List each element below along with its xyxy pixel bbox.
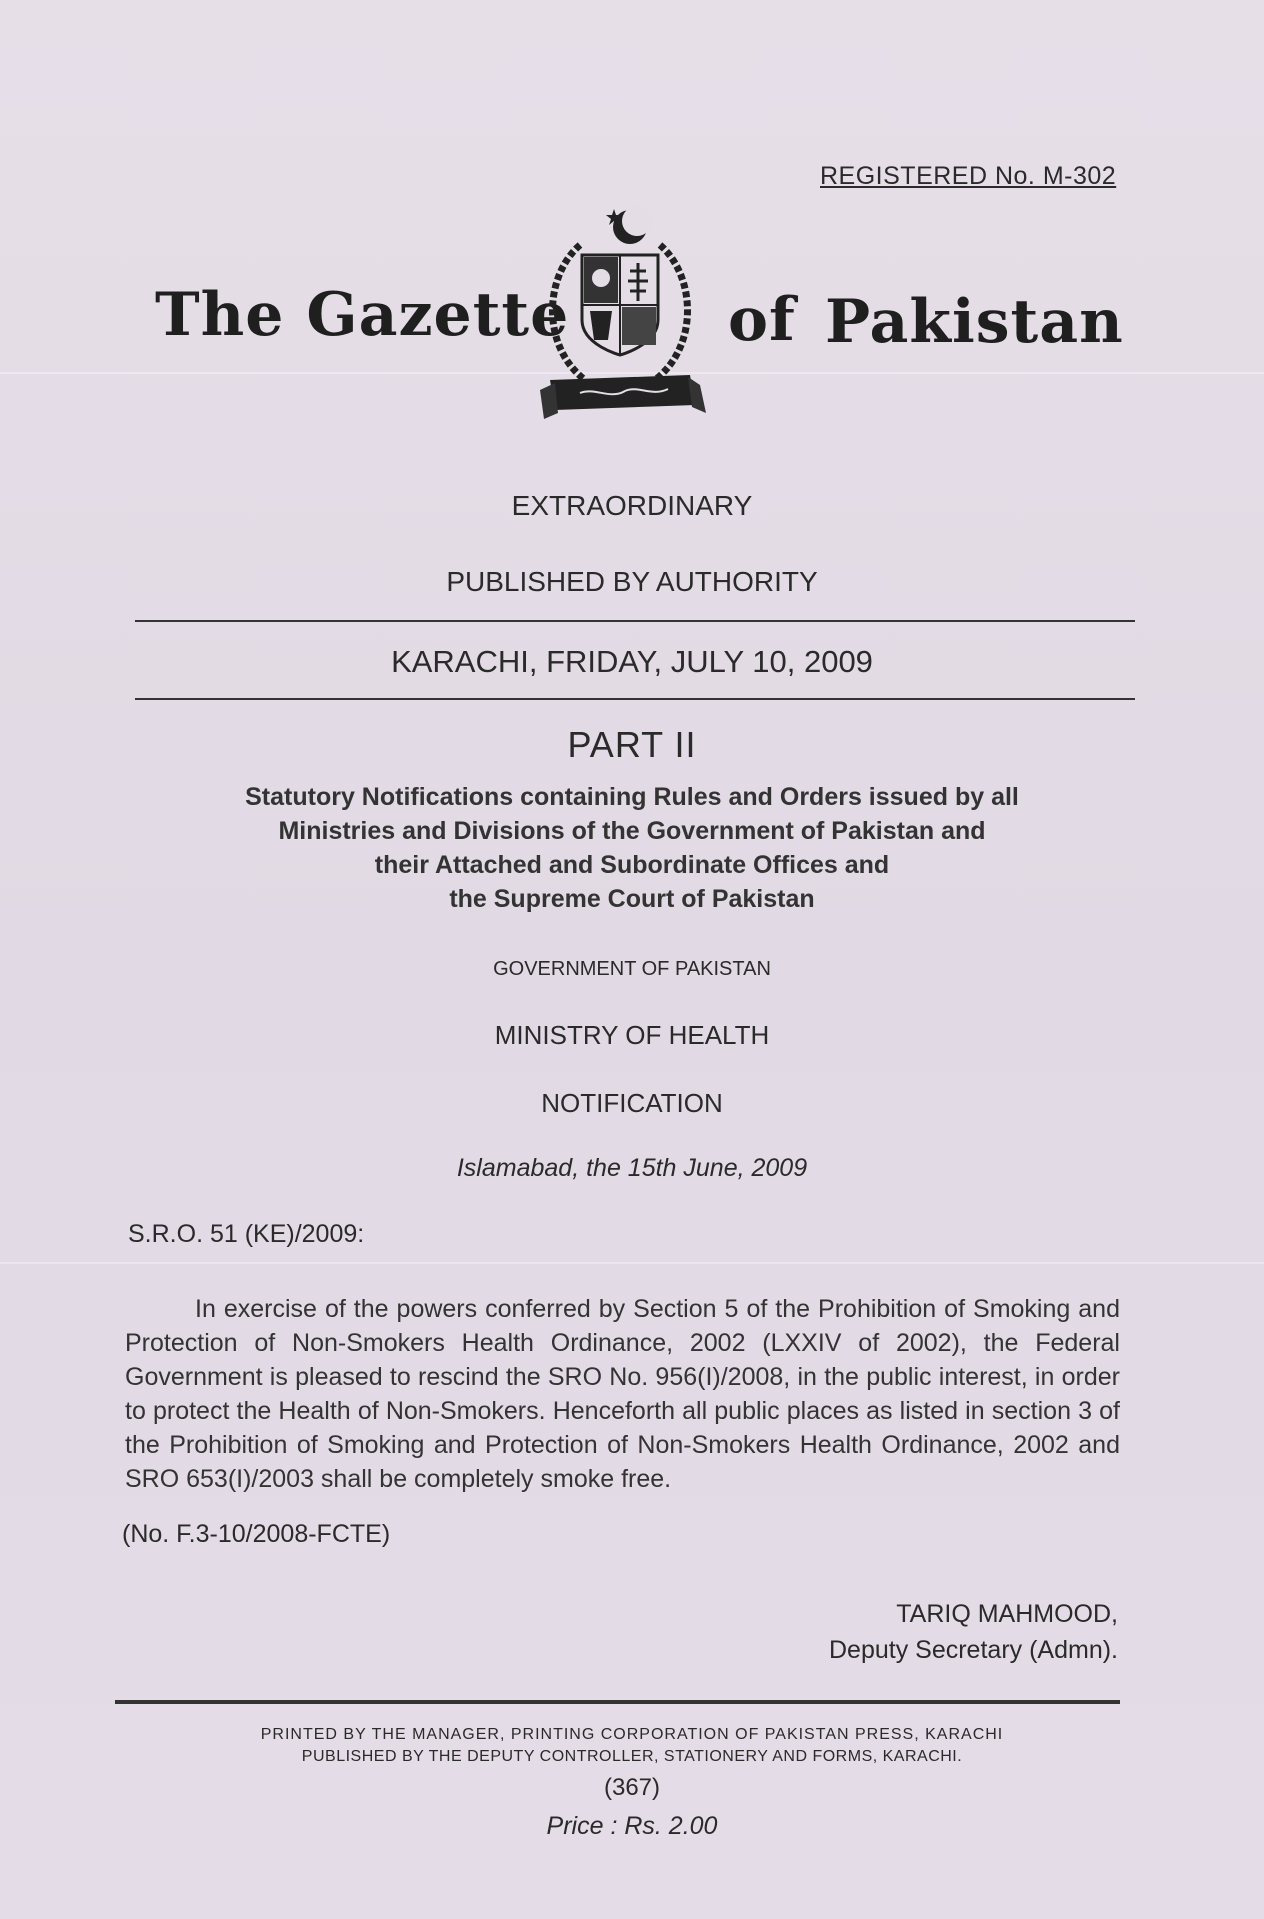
divider (135, 620, 1135, 622)
notification-heading: NOTIFICATION (541, 1088, 723, 1118)
description-line: their Attached and Subordinate Offices and (374, 851, 890, 879)
footer-divider (115, 1700, 1120, 1704)
printed-by: PRINTED BY THE MANAGER, PRINTING CORPORATION OF PAKISTAN PRESS, KARACHI (260, 1726, 1004, 1743)
gazette-title-of: of (728, 285, 796, 355)
government-label: GOVERNMENT OF PAKISTAN (493, 958, 771, 980)
registered-number: REGISTERED No. M-302 (820, 162, 1117, 190)
state-emblem-icon (520, 205, 720, 445)
body-text: In exercise of the powers conferred by Section 5 of the Prohibition of Smoking and Protection of Non-Smokers Health Ordinance, 2002 (LXXIV of 2002), the Federal Government is pleased to rescind the SRO No. 956(I)/2008, in the public interest, in order to protect the Health of Non-Smokers. Henceforth all public places as listed in section 3 of the Prohibition of Smoking and Protection of Non-Smokers Health Ordinance, 2002 and SRO 653(I)/2003 shall be completely smoke free. (125, 1295, 1120, 1493)
price: Price : Rs. 2.00 (546, 1812, 718, 1840)
published-by-authority: PUBLISHED BY AUTHORITY (446, 566, 818, 597)
signatory-title: Deputy Secretary (Admn). (829, 1636, 1118, 1664)
masthead (0, 205, 1264, 445)
published-by: PUBLISHED BY THE DEPUTY CONTROLLER, STATIONERY AND FORMS, KARACHI. (301, 1748, 963, 1765)
divider (135, 698, 1135, 700)
place-date: Islamabad, the 15th June, 2009 (456, 1154, 808, 1182)
part-description (0, 780, 1264, 916)
signatory-name: TARIQ MAHMOOD, (896, 1600, 1118, 1628)
part-heading: PART II (567, 724, 697, 765)
ministry-heading: MINISTRY OF HEALTH (494, 1020, 770, 1050)
description-line: Ministries and Divisions of the Government of Pakistan and (278, 817, 986, 845)
gazette-title-left: The Gazette (155, 280, 570, 350)
extraordinary-heading: EXTRAORDINARY (511, 490, 753, 521)
notification-body (125, 1292, 1120, 1496)
description-line: Statutory Notifications containing Rules and Orders issued by all (245, 783, 1019, 811)
paper-fold (0, 1262, 1264, 1264)
file-number: (No. F.3-10/2008-FCTE) (122, 1520, 391, 1548)
gazette-title-right: Pakistan (825, 287, 1124, 357)
description-line: the Supreme Court of Pakistan (449, 885, 815, 913)
page-number: (367) (603, 1774, 661, 1801)
sro-number: S.R.O. 51 (KE)/2009: (128, 1220, 365, 1248)
dateline: KARACHI, FRIDAY, JULY 10, 2009 (391, 644, 873, 679)
